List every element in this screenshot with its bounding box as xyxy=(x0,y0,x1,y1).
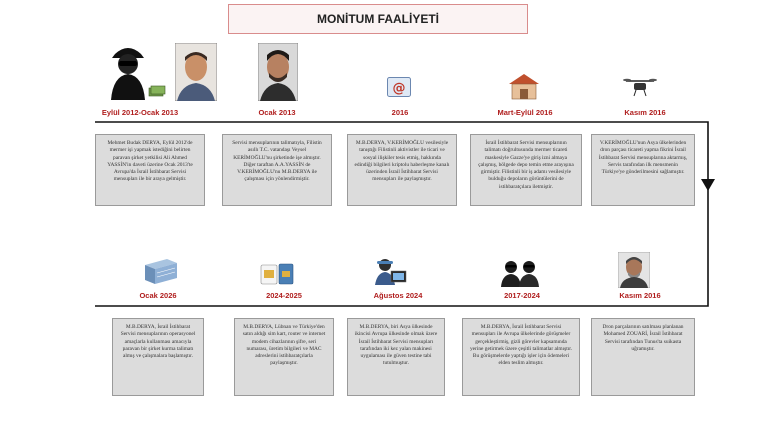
email-at-icon xyxy=(387,77,411,101)
event-description: M.B.DERYA, biri Asya ülkesinde ikincisi Avrupa ülkesinde olmak üzere İsrail İstihbarat Servisi mensupları tarafından iki kez yalan makinesi uygulaması ile güven testine tabi tutulmuştur. xyxy=(347,318,445,396)
person-photo-icon xyxy=(258,43,298,105)
warehouse-icon xyxy=(507,72,541,104)
event-description: Servisi mensuplarının talimatıyla, Filistin asıllı T.C. vatandaşı Veysel KERİMOĞLU'nu şirketinde işe almıştır. Diğer taraftan A.A.YASSİN de V.KERİMOĞLU'nu M.B.DERYA ile çalışması için yönlendirmiştir. xyxy=(222,134,332,206)
server-icon xyxy=(143,257,179,289)
computer-user-icon xyxy=(373,257,407,291)
drone-icon xyxy=(623,76,657,102)
event-date: Ocak 2013 xyxy=(258,108,296,117)
person-photo-icon xyxy=(175,43,217,105)
event-description: V.KERİMOĞLU'nun Asya ülkelerinden dron parçası ticareti yapma fikrini İsrail İstihbarat Servisi mensuplarına aktarmış, Servis tarafından ilk mensmenin Türkiye'ye gönderilmesini sağlamıştır. xyxy=(591,134,695,206)
agents-icon xyxy=(498,259,542,291)
event-date: Ağustos 2024 xyxy=(373,291,423,300)
event-description: İsrail İstihbarat Servisi mensuplarının talimatı doğrultusunda mermer ticareti maskesiyle Gazze'ye giriş izni almaya çalışmış, bölgede depo temin etme arayışına girmiştir. Filistinli bir iş adamı vesilesiyle bulduğu depoların görüntülerini de istihbaratçılara iletmiştir. xyxy=(470,134,582,206)
event-date: Mart-Eylül 2016 xyxy=(497,108,553,117)
event-date: Kasım 2016 xyxy=(624,108,666,117)
hacker-icon xyxy=(109,44,147,104)
event-description: Dron parçalarının satılması planlanan Mohamed ZOUARİ, İsrail İstihbarat Servisi tarafından Tunus'ta suikasta uğramıştır. xyxy=(591,318,695,396)
event-description: M.B.DERYA, Lübnan ve Türkiye'den satın aldığı sim kart, router ve internet modem cihazlarının şifre, seri numarası, üretim bilgileri ve MAC adreslerini istihbaratçılarla paylaşmıştır. xyxy=(234,318,334,396)
event-description: M.B.DERYA, İsrail İstihbarat Servisi mensuplarının operasyonel amaçlarla kullanması amacıyla paravan bir şirket kurma talimatı almış ve çalışmalara başlamıştır. xyxy=(112,318,204,396)
event-description: Mehmet Budak DERYA, Eylül 2012'de mermer işi yapmak istediğini belirten paravan şirket yetkilisi Ali Ahmed YASSİN'in daveti üzerine Ocak 2013'te Avrupa'da İsrail İstihbarat Servisi mensupları ile bir araya gelmiştir. xyxy=(95,134,205,206)
event-date: Kasım 2016 xyxy=(619,291,661,300)
event-description: M.B.DERYA, İsrail İstihbarat Servisi mensupları ile Avrupa ülkelerinde görüşmeler gerçekleştirmiş, gizli görevler kapsamında yerine getirmek üzere çeşitli talimatlar almıştır. Bu görüşmelerde yaptığı işler için ödemeleri elden teslim almıştır. xyxy=(462,318,580,396)
svg-text:@: @ xyxy=(392,81,406,96)
sim-card-icon xyxy=(260,263,294,289)
event-date: Ocak 2026 xyxy=(139,291,177,300)
event-description: M.B.DERYA, V.KERİMOĞLU vesilesiyle tanıştığı Filistinli aktivistler ile ticari ve sosyal ilişkiler tesis etmiş, hakkında edindiği bilgileri kriptolu haberleşme kanalı üzerinden İsrail İstihbarat Servisi mensupları ile paylaşmıştır. xyxy=(347,134,457,206)
event-date: 2017-2024 xyxy=(504,291,540,300)
person-photo-icon xyxy=(618,252,650,292)
page-title: MONİTUM FAALİYETİ xyxy=(228,4,528,34)
money-icon xyxy=(148,82,166,101)
event-date: 2024-2025 xyxy=(266,291,302,300)
event-date: Eylül 2012-Ocak 2013 xyxy=(101,108,179,117)
event-date: 2016 xyxy=(391,108,409,117)
